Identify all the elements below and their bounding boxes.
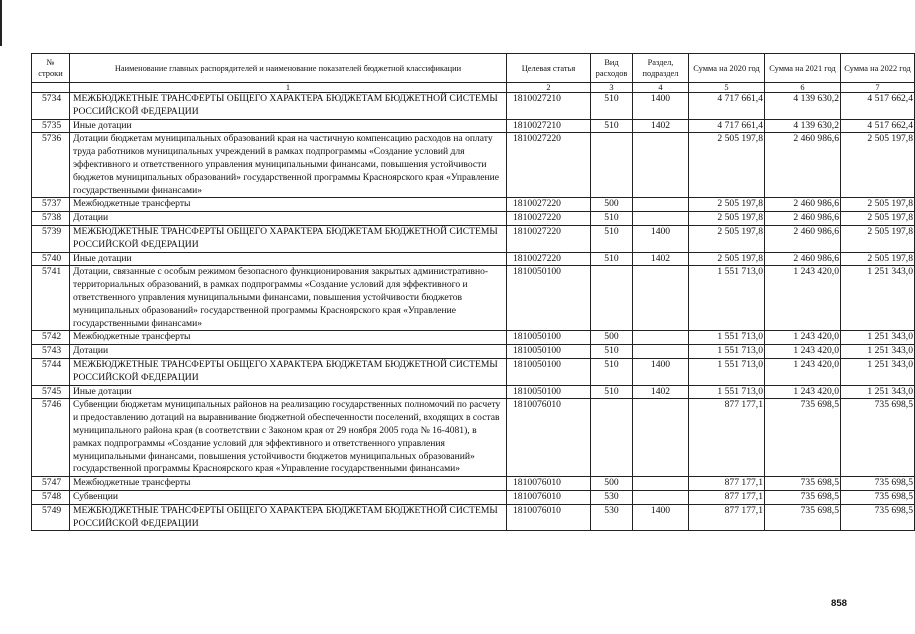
- row-target-article: 1810027220: [507, 252, 591, 266]
- row-name: Дотации, связанные с особым режимом безопасного функционирования закрытых административно-территориальных образований, в рамках подпрограммы «Создание условий для эффективного и ответственного управления муниципальными финансами, повышения устойчивости бюджетов муниципальных образований» государственной программы Красноярского края «Управление государственными финансами»: [70, 266, 507, 331]
- row-number: 5737: [32, 198, 70, 212]
- table-row: [32, 504, 915, 531]
- row-name: МЕЖБЮДЖЕТНЫЕ ТРАНСФЕРТЫ ОБЩЕГО ХАРАКТЕРА БЮДЖЕТАМ БЮДЖЕТНОЙ СИСТЕМЫ РОССИЙСКОЙ ФЕДЕРАЦИИ: [70, 358, 507, 385]
- row-sum-2021: 1 243 420,0: [765, 266, 841, 331]
- table-row: [32, 252, 915, 266]
- row-number: 5740: [32, 252, 70, 266]
- row-expense-type: 530: [591, 504, 633, 531]
- table-row: [32, 477, 915, 491]
- row-sum-2022: 1 251 343,0: [841, 331, 915, 345]
- row-name: МЕЖБЮДЖЕТНЫЕ ТРАНСФЕРТЫ ОБЩЕГО ХАРАКТЕРА БЮДЖЕТАМ БЮДЖЕТНОЙ СИСТЕМЫ РОССИЙСКОЙ ФЕДЕРАЦИИ: [70, 504, 507, 531]
- row-number: 5739: [32, 225, 70, 252]
- column-number-blank: [32, 83, 70, 93]
- table-row: [32, 198, 915, 212]
- row-section: [633, 399, 689, 477]
- row-section: [633, 477, 689, 491]
- table-row: [32, 266, 915, 331]
- row-sum-2022: 2 505 197,8: [841, 212, 915, 226]
- row-target-article: 1810050100: [507, 345, 591, 359]
- table-row: [32, 119, 915, 133]
- header-sum-2022: Сумма на 2022 год: [841, 54, 915, 83]
- row-sum-2022: 2 505 197,8: [841, 133, 915, 198]
- row-expense-type: [591, 399, 633, 477]
- row-section: 1402: [633, 385, 689, 399]
- row-number: 5741: [32, 266, 70, 331]
- row-sum-2021: 735 698,5: [765, 399, 841, 477]
- row-expense-type: [591, 133, 633, 198]
- row-sum-2022: 4 517 662,4: [841, 93, 915, 120]
- row-target-article: 1810050100: [507, 331, 591, 345]
- table-row: [32, 385, 915, 399]
- row-number: 5742: [32, 331, 70, 345]
- row-expense-type: 510: [591, 225, 633, 252]
- header-name: Наименование главных распорядителей и наименование показателей бюджетной классификации: [70, 54, 507, 83]
- row-sum-2020: 1 551 713,0: [689, 358, 765, 385]
- row-section: [633, 212, 689, 226]
- column-number-row: [32, 83, 915, 93]
- column-number: 3: [591, 83, 633, 93]
- row-sum-2021: 4 139 630,2: [765, 93, 841, 120]
- column-number: 2: [507, 83, 591, 93]
- row-name: Субвенции: [70, 490, 507, 504]
- row-number: 5747: [32, 477, 70, 491]
- row-number: 5736: [32, 133, 70, 198]
- row-expense-type: 500: [591, 477, 633, 491]
- column-number: 1: [70, 83, 507, 93]
- row-sum-2021: 735 698,5: [765, 490, 841, 504]
- row-sum-2022: 2 505 197,8: [841, 198, 915, 212]
- row-sum-2021: 2 460 986,6: [765, 133, 841, 198]
- row-sum-2021: 1 243 420,0: [765, 385, 841, 399]
- row-target-article: 1810050100: [507, 385, 591, 399]
- row-name: Межбюджетные трансферты: [70, 477, 507, 491]
- row-name: Межбюджетные трансферты: [70, 331, 507, 345]
- row-number: 5748: [32, 490, 70, 504]
- table-row: [32, 133, 915, 198]
- row-sum-2020: 1 551 713,0: [689, 385, 765, 399]
- header-target-article: Целевая статья: [507, 54, 591, 83]
- row-sum-2020: 2 505 197,8: [689, 212, 765, 226]
- row-sum-2022: 735 698,5: [841, 490, 915, 504]
- row-sum-2021: 735 698,5: [765, 504, 841, 531]
- table-row: [32, 93, 915, 120]
- row-sum-2020: 1 551 713,0: [689, 331, 765, 345]
- row-sum-2021: 2 460 986,6: [765, 252, 841, 266]
- row-sum-2021: 735 698,5: [765, 477, 841, 491]
- row-target-article: 1810076010: [507, 399, 591, 477]
- row-sum-2021: 1 243 420,0: [765, 345, 841, 359]
- row-target-article: 1810076010: [507, 477, 591, 491]
- row-sum-2022: 1 251 343,0: [841, 266, 915, 331]
- row-number: 5743: [32, 345, 70, 359]
- header-row: [32, 54, 915, 83]
- row-expense-type: 510: [591, 345, 633, 359]
- row-name: Иные дотации: [70, 119, 507, 133]
- row-section: [633, 331, 689, 345]
- row-sum-2021: 2 460 986,6: [765, 198, 841, 212]
- row-target-article: 1810050100: [507, 266, 591, 331]
- row-expense-type: 510: [591, 358, 633, 385]
- row-number: 5746: [32, 399, 70, 477]
- row-sum-2022: 2 505 197,8: [841, 225, 915, 252]
- row-section: 1400: [633, 504, 689, 531]
- row-sum-2022: 735 698,5: [841, 477, 915, 491]
- row-section: 1400: [633, 93, 689, 120]
- row-sum-2020: 877 177,1: [689, 399, 765, 477]
- row-section: 1402: [633, 252, 689, 266]
- row-sum-2022: 735 698,5: [841, 399, 915, 477]
- row-target-article: 1810076010: [507, 504, 591, 531]
- row-target-article: 1810027210: [507, 93, 591, 120]
- row-sum-2022: 2 505 197,8: [841, 252, 915, 266]
- row-sum-2021: 4 139 630,2: [765, 119, 841, 133]
- row-name: Дотации бюджетам муниципальных образований края на частичную компенсацию расходов на оплату труда работников муниципальных учреждений в рамках подпрограммы «Создание условий для эффективного и ответственного управления муниципальными финансами, повышения устойчивости бюджетов муниципальных образований» государственной программы Красноярского края «Управление государственными финансами»: [70, 133, 507, 198]
- row-sum-2021: 2 460 986,6: [765, 225, 841, 252]
- header-expense-type: Вид расходов: [591, 54, 633, 83]
- row-target-article: 1810027220: [507, 133, 591, 198]
- row-sum-2021: 1 243 420,0: [765, 331, 841, 345]
- row-name: Субвенции бюджетам муниципальных районов на реализацию государственных полномочий по расчету и предоставлению дотаций на выравнивание бюджетной обеспеченности поселений, входящих в состав муниципального района края (в соответствии с Законом края от 29 ноября 2005 года № 16-4081), в рамках подпрограммы «Создание условий для эффективного и ответственного управления муниципальными финансами, повышения устойчивости бюджетов муниципальных образований» государственной программы Красноярского края «Управление государственными финансами»: [70, 399, 507, 477]
- row-expense-type: 510: [591, 252, 633, 266]
- table-row: [32, 399, 915, 477]
- row-sum-2022: 1 251 343,0: [841, 345, 915, 359]
- row-number: 5744: [32, 358, 70, 385]
- row-name: МЕЖБЮДЖЕТНЫЕ ТРАНСФЕРТЫ ОБЩЕГО ХАРАКТЕРА БЮДЖЕТАМ БЮДЖЕТНОЙ СИСТЕМЫ РОССИЙСКОЙ ФЕДЕРАЦИИ: [70, 93, 507, 120]
- row-sum-2020: 2 505 197,8: [689, 225, 765, 252]
- row-section: [633, 490, 689, 504]
- row-sum-2020: 877 177,1: [689, 477, 765, 491]
- row-target-article: 1810050100: [507, 358, 591, 385]
- row-target-article: 1810027210: [507, 119, 591, 133]
- row-sum-2020: 877 177,1: [689, 490, 765, 504]
- budget-table-wrapper: [31, 53, 913, 531]
- row-sum-2020: 1 551 713,0: [689, 345, 765, 359]
- row-sum-2020: 4 717 661,4: [689, 93, 765, 120]
- row-section: [633, 345, 689, 359]
- row-target-article: 1810027220: [507, 225, 591, 252]
- row-expense-type: 530: [591, 490, 633, 504]
- row-sum-2022: 1 251 343,0: [841, 385, 915, 399]
- row-sum-2020: 2 505 197,8: [689, 198, 765, 212]
- row-target-article: 1810027220: [507, 198, 591, 212]
- row-sum-2022: 1 251 343,0: [841, 358, 915, 385]
- row-name: МЕЖБЮДЖЕТНЫЕ ТРАНСФЕРТЫ ОБЩЕГО ХАРАКТЕРА БЮДЖЕТАМ БЮДЖЕТНОЙ СИСТЕМЫ РОССИЙСКОЙ ФЕДЕРАЦИИ: [70, 225, 507, 252]
- table-row: [32, 225, 915, 252]
- row-name: Дотации: [70, 212, 507, 226]
- header-row-number: № строки: [32, 54, 70, 83]
- row-name: Иные дотации: [70, 385, 507, 399]
- row-sum-2021: 2 460 986,6: [765, 212, 841, 226]
- table-row: [32, 345, 915, 359]
- row-expense-type: 500: [591, 331, 633, 345]
- table-row: [32, 490, 915, 504]
- page-edge-mark: [0, 0, 2, 46]
- header-section: Раздел, подраздел: [633, 54, 689, 83]
- row-name: Иные дотации: [70, 252, 507, 266]
- row-expense-type: 510: [591, 93, 633, 120]
- row-section: 1400: [633, 358, 689, 385]
- row-target-article: 1810076010: [507, 490, 591, 504]
- row-section: [633, 133, 689, 198]
- row-number: 5749: [32, 504, 70, 531]
- table-row: [32, 331, 915, 345]
- row-sum-2022: 735 698,5: [841, 504, 915, 531]
- row-name: Межбюджетные трансферты: [70, 198, 507, 212]
- column-number: 5: [689, 83, 765, 93]
- row-section: 1400: [633, 225, 689, 252]
- row-expense-type: 510: [591, 212, 633, 226]
- row-expense-type: 510: [591, 119, 633, 133]
- row-number: 5738: [32, 212, 70, 226]
- row-sum-2022: 4 517 662,4: [841, 119, 915, 133]
- row-number: 5745: [32, 385, 70, 399]
- table-row: [32, 212, 915, 226]
- header-sum-2021: Сумма на 2021 год: [765, 54, 841, 83]
- row-target-article: 1810027220: [507, 212, 591, 226]
- column-number: 4: [633, 83, 689, 93]
- row-sum-2020: 2 505 197,8: [689, 133, 765, 198]
- row-expense-type: 500: [591, 198, 633, 212]
- row-name: Дотации: [70, 345, 507, 359]
- column-number: 7: [841, 83, 915, 93]
- row-sum-2020: 4 717 661,4: [689, 119, 765, 133]
- row-sum-2020: 877 177,1: [689, 504, 765, 531]
- column-number: 6: [765, 83, 841, 93]
- row-expense-type: [591, 266, 633, 331]
- row-sum-2020: 2 505 197,8: [689, 252, 765, 266]
- row-sum-2020: 1 551 713,0: [689, 266, 765, 331]
- table-body: [32, 93, 915, 531]
- row-section: 1402: [633, 119, 689, 133]
- row-sum-2021: 1 243 420,0: [765, 358, 841, 385]
- row-section: [633, 266, 689, 331]
- budget-table: [31, 53, 915, 531]
- row-number: 5735: [32, 119, 70, 133]
- row-expense-type: 510: [591, 385, 633, 399]
- row-number: 5734: [32, 93, 70, 120]
- header-sum-2020: Сумма на 2020 год: [689, 54, 765, 83]
- table-row: [32, 358, 915, 385]
- row-section: [633, 198, 689, 212]
- page-number: 858: [831, 598, 848, 609]
